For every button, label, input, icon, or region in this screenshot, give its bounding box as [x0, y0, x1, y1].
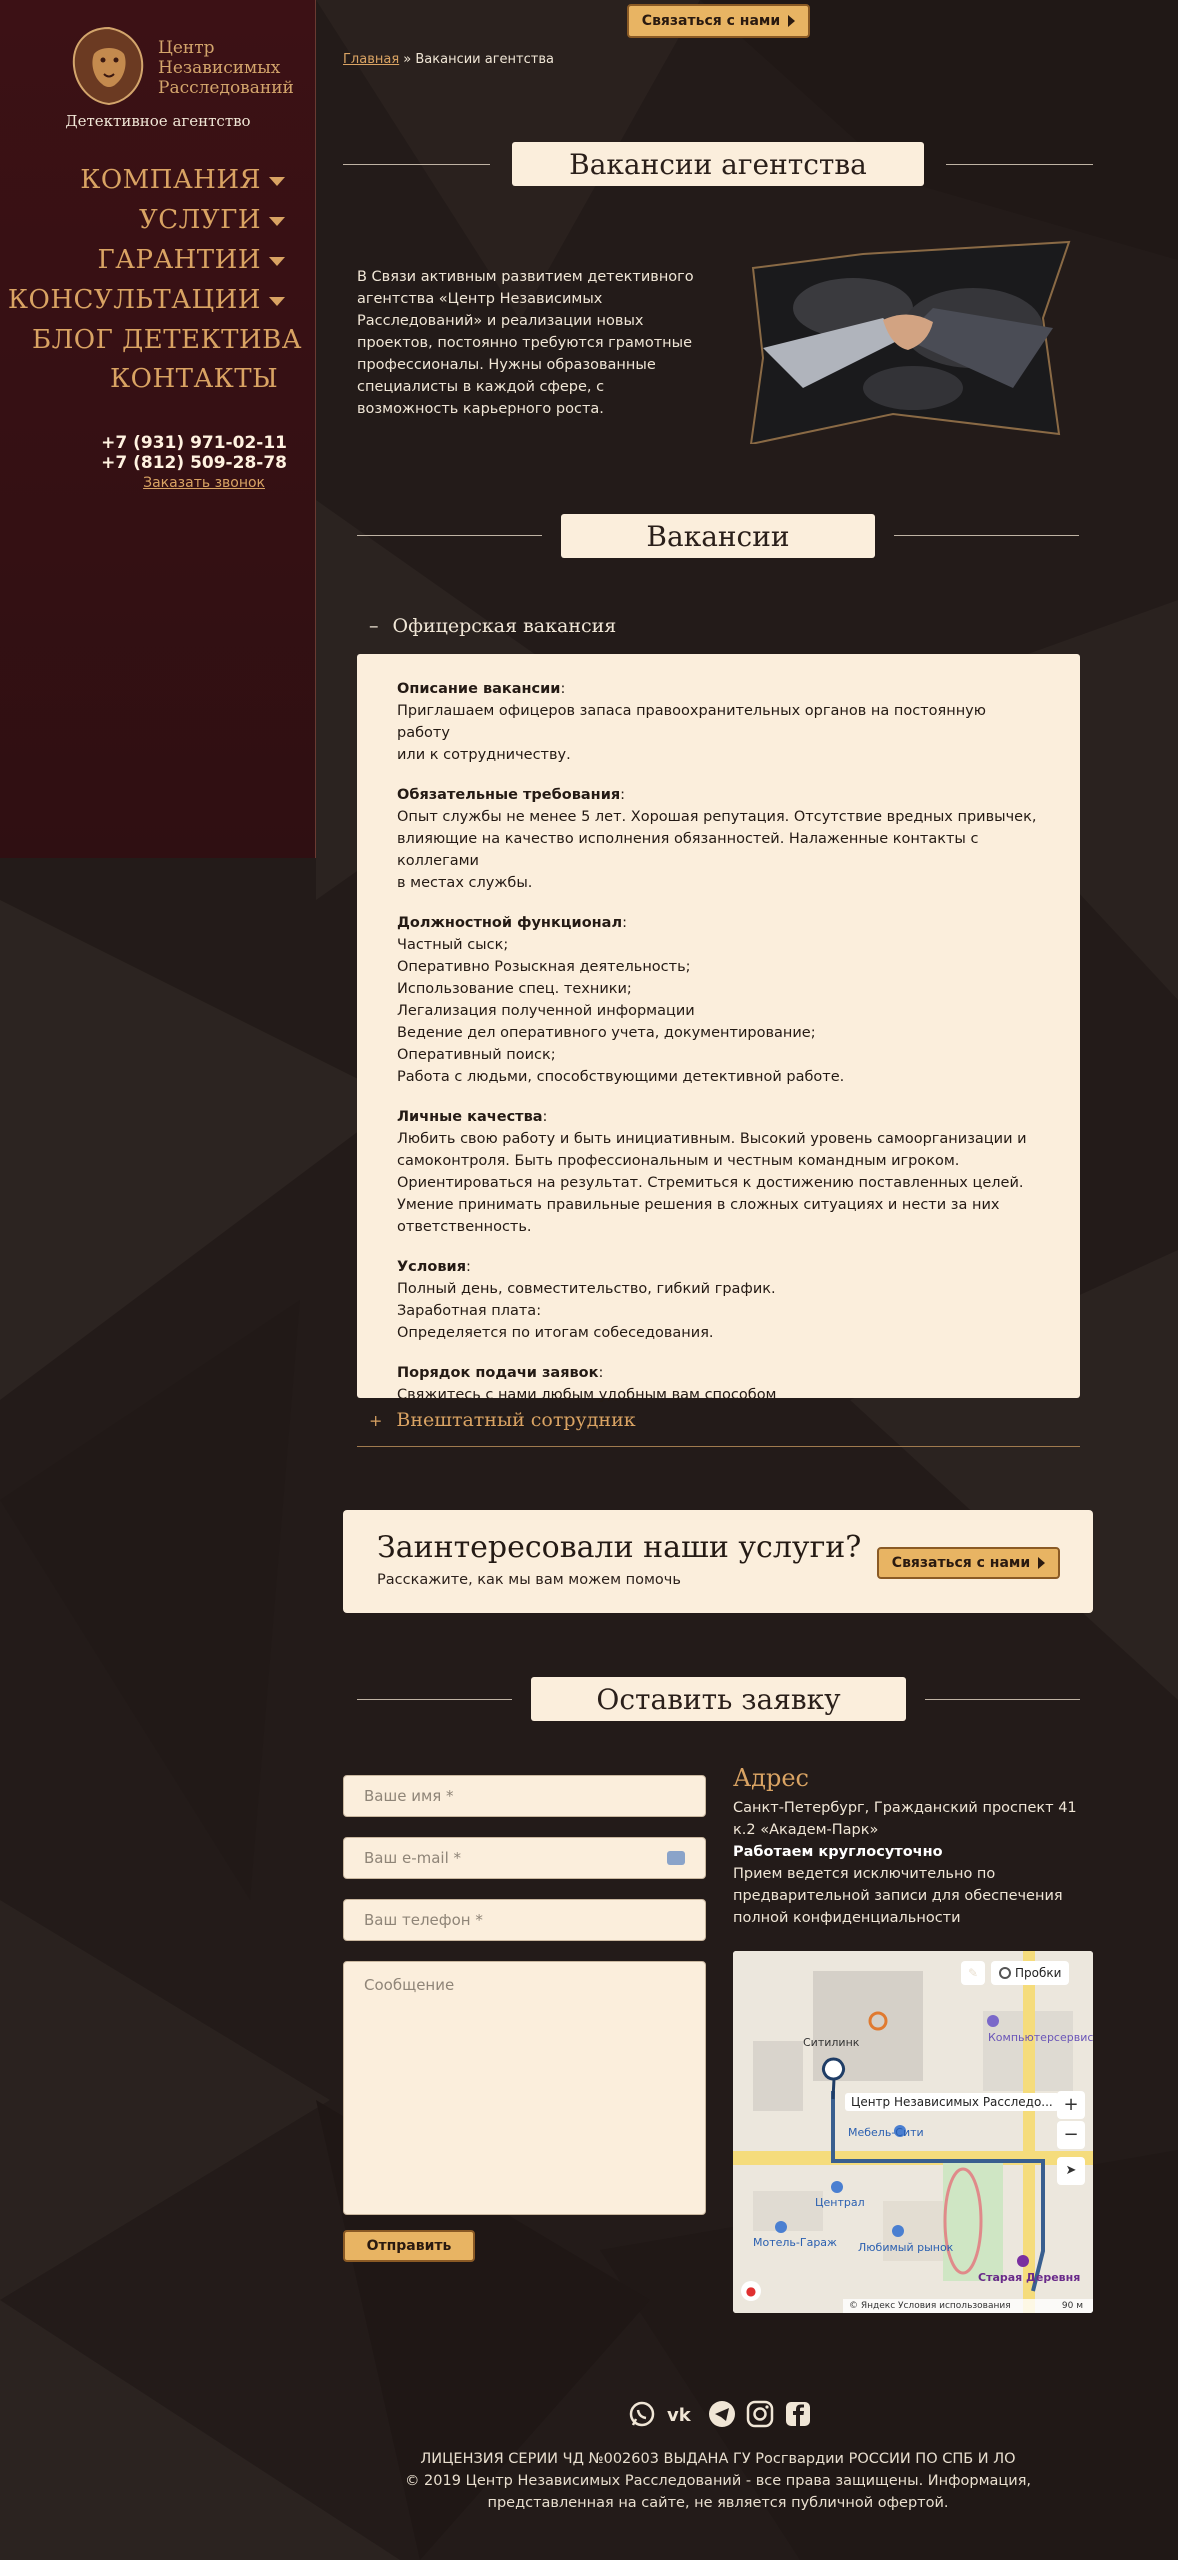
map-poi[interactable]: Компьютерсервис	[988, 2031, 1093, 2044]
traffic-button[interactable]: Пробки	[991, 1961, 1069, 1985]
divider	[946, 164, 1093, 165]
instagram-icon[interactable]	[746, 2400, 774, 2428]
contact-us-cta-button[interactable]: Связаться с нами	[877, 1547, 1060, 1579]
address-text: Санкт-Петербург, Гражданский проспект 41 к.2 «Академ-Парк»	[733, 1800, 1077, 1838]
map-place-label[interactable]: Центр Независимых Расследо...	[845, 2093, 1059, 2111]
logo-text: Центр Независимых Расследований	[158, 38, 294, 98]
chevron-down-icon	[269, 257, 285, 266]
breadcrumb-current: Вакансии агентства	[415, 52, 554, 67]
arrow-right-icon	[1038, 1557, 1045, 1569]
phone-field[interactable]: Ваш телефон *	[343, 1899, 706, 1941]
hours-text: Работаем круглосуточно	[733, 1844, 943, 1860]
map-poi[interactable]: Централ	[815, 2196, 865, 2209]
breadcrumb-home-link[interactable]: Главная	[343, 52, 400, 67]
facebook-icon[interactable]	[784, 2400, 812, 2428]
accordion-panel: Описание вакансии: Приглашаем офицеров запаса правоохранительных органов на постоянную работу или к сотрудничеству. Обязательные требования: Опыт службы не менее 5 лет. Хорошая репутация. Отсутствие вредных привычек, влияющие на качество исполнения обязанностей. Налаженные контакты с коллегами в местах службы. Должностной функционал: Частный сыск; Оперативно Розыскная деятельность; Использование спец. техники; Легализация полученной информации Ведение дел оперативного учета, документирование; Оперативный поиск; Работа с людьми, способствующими детективной работе. Личные качества: Любить свою работу и быть инициативным. Высокий уровень самоорганизации и самоконтроля. Быть профессиональным и честным командным игроком. Ориентироваться на результат. Стремиться к достижению поставленных целей. Умение принимать правильные решения в сложных ситуациях и нести за них ответственность. Условия: Полный день, совместительство, гибкий график. Заработная плата: Определяется по итогам собеседования. Порядок подачи заявок: Свяжитесь с нами любым удобным вам способом	[357, 654, 1080, 1398]
zoom-out-button[interactable]: −	[1057, 2121, 1085, 2149]
divider	[357, 1446, 1080, 1447]
contact-info	[733, 1797, 1093, 1929]
copyright-text: © 2019 Центр Независимых Расследований - все права защищены. Информация, представленная на сайте, не является публичной офертой.	[404, 2473, 1032, 2511]
divider	[894, 535, 1079, 536]
cta-subtitle: Расскажите, как мы вам можем помочь	[377, 1572, 681, 1588]
lion-logo-icon[interactable]	[66, 24, 152, 108]
whatsapp-icon[interactable]	[628, 2400, 656, 2428]
submit-button[interactable]: Отправить	[343, 2230, 475, 2262]
cta-title: Заинтересовали наши услуги?	[377, 1530, 862, 1565]
svg-text:vk: vk	[667, 2405, 691, 2426]
phone-2[interactable]: +7 (812) 509-28-78	[101, 453, 287, 473]
minus-icon: –	[369, 615, 379, 637]
note-text: Прием ведется исключительно по предварительной записи для обеспечения полной конфиденциальности	[733, 1866, 1063, 1926]
message-field[interactable]: Сообщение	[343, 1961, 706, 2215]
chevron-down-icon	[269, 217, 285, 226]
vk-icon[interactable]	[666, 2400, 698, 2428]
name-field[interactable]: Ваше имя *	[343, 1775, 706, 1817]
accordion-item-freelance[interactable]: + Внештатный сотрудник	[369, 1409, 636, 1431]
contact-title: Адрес	[733, 1764, 809, 1792]
divider	[343, 164, 490, 165]
traffic-icon	[999, 1967, 1011, 1979]
contact-us-top-button[interactable]: Связаться с нами	[627, 4, 810, 38]
divider	[925, 1699, 1080, 1700]
map-poi[interactable]: Мотель-Гараж	[753, 2236, 837, 2249]
accordion-item-officer[interactable]: – Офицерская вакансия	[369, 615, 617, 637]
divider	[357, 535, 542, 536]
vacancies-title: Вакансии	[561, 514, 875, 558]
arrow-right-icon	[788, 15, 795, 27]
nav-item-company[interactable]: КОМПАНИЯ	[80, 165, 285, 195]
nav-item-guarantees[interactable]: ГАРАНТИИ	[98, 245, 285, 275]
handshake-image	[743, 238, 1075, 444]
breadcrumb: Главная » Вакансии агентства	[343, 52, 554, 67]
map-poi[interactable]: Старая Деревня	[978, 2271, 1081, 2284]
map-poi[interactable]: Любимый рынок	[858, 2241, 954, 2254]
social-icons	[628, 2400, 812, 2428]
map-widget[interactable]	[733, 1951, 1093, 2313]
divider	[357, 1699, 512, 1700]
map-pin-icon[interactable]: ●	[741, 2281, 761, 2301]
license-text: ЛИЦЕНЗИЯ СЕРИИ ЧД №002603 ВЫДАНА ГУ Росгвардии РОССИИ ПО СПБ И ЛО	[420, 2451, 1016, 2467]
email-field[interactable]: Ваш e-mail *	[343, 1837, 706, 1879]
logo-subtitle: Детективное агентство	[65, 112, 251, 130]
nav-item-consultations[interactable]: КОНСУЛЬТАЦИИ	[8, 285, 285, 315]
phone-1[interactable]: +7 (931) 971-02-11	[101, 433, 287, 453]
map-poi[interactable]: Мебель-Сити	[848, 2126, 924, 2139]
page-title: Вакансии агентства	[512, 142, 924, 186]
cta-banner	[343, 1510, 1093, 1613]
map-attribution: © Яндекс Условия использования 90 м	[843, 2299, 1093, 2313]
telegram-icon[interactable]	[708, 2400, 736, 2428]
callback-link[interactable]: Заказать звонок	[143, 475, 265, 491]
nav-item-contacts[interactable]: КОНТАКТЫ	[110, 364, 279, 394]
sidebar	[0, 0, 316, 858]
footer	[343, 2448, 1093, 2514]
chevron-down-icon	[269, 297, 285, 306]
chevron-down-icon	[269, 177, 285, 186]
map-poi[interactable]: Ситилинк	[803, 2036, 860, 2049]
ruler-icon[interactable]: ✎	[961, 1961, 985, 1985]
locate-icon[interactable]: ➤	[1057, 2157, 1085, 2185]
autofill-icon[interactable]	[667, 1851, 685, 1865]
form-title: Оставить заявку	[531, 1677, 906, 1721]
zoom-in-button[interactable]: +	[1057, 2091, 1085, 2119]
plus-icon: +	[369, 1411, 383, 1430]
nav-item-services[interactable]: УСЛУГИ	[139, 205, 285, 235]
intro-text: В Связи активным развитием детективного агентства «Центр Независимых Расследований» и реализации новых проектов, постоянно требуются грамотные профессионалы. Нужны образованные специалисты в каждой сфере, с возможность карьерного роста.	[357, 269, 694, 417]
nav-item-blog[interactable]: БЛОГ ДЕТЕКТИВА	[32, 325, 302, 355]
